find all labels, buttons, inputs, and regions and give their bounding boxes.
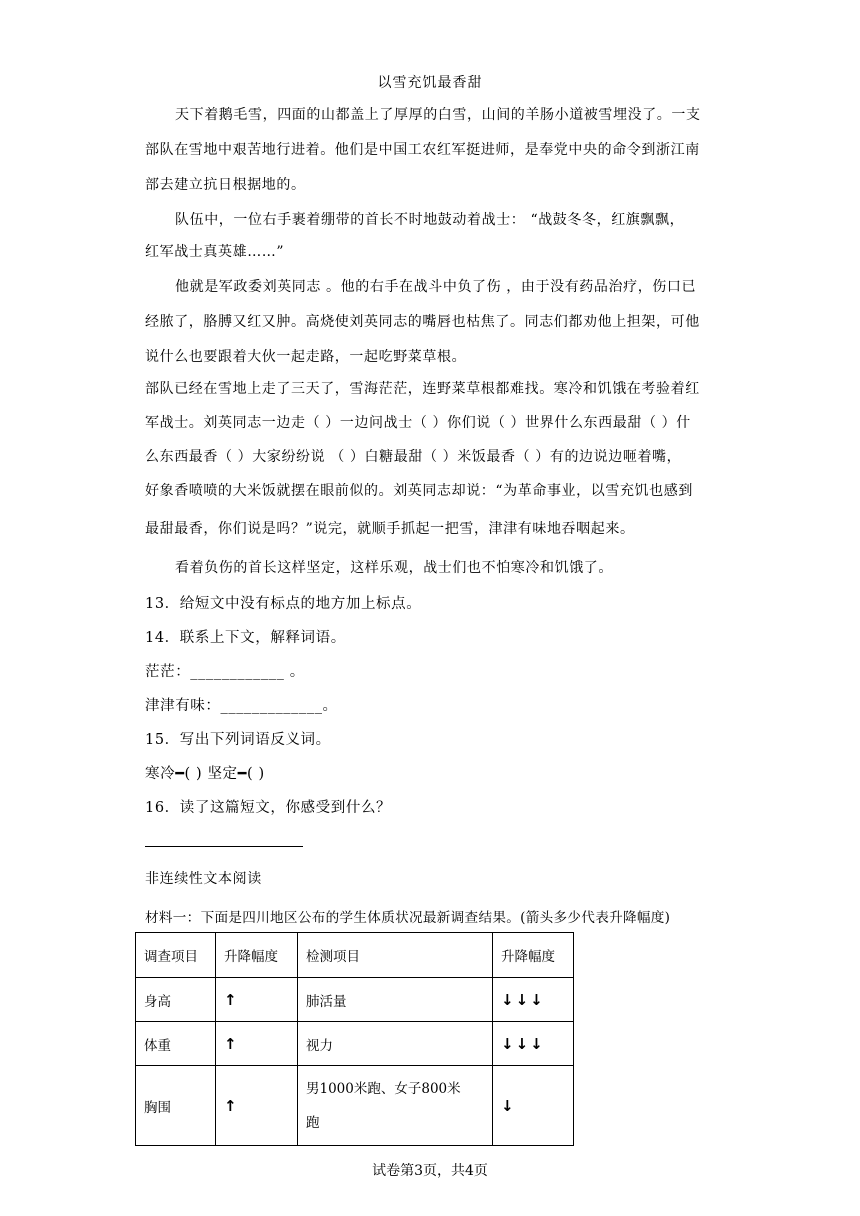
paragraph-line: 么东西最香（ ）大家纷纷说 （ ）白糖最甜（ ）米饭最香（ ）有的边说边咂着嘴， — [145, 449, 682, 465]
paragraph-line: 部队在雪地中艰苦地行进着。他们是中国工农红军挺进师，是奉党中央的命令到浙江南 — [145, 142, 700, 158]
question-16: 16．读了这篇短文，你感受到什么？ — [145, 800, 392, 816]
answer-blank-jinjinyouwei[interactable]: 津津有味：_____________。 — [145, 698, 338, 714]
article-title: 以雪充饥最香甜 — [377, 75, 483, 91]
answer-blank-mangmang[interactable]: 茫茫：____________ 。 — [145, 664, 305, 680]
paragraph-line: 队伍中，一位右手裹着绷带的首长不时地鼓动着战士： “战鼓冬冬，红旗飘飘， — [175, 212, 685, 228]
table-cell: 身高 — [136, 978, 216, 1022]
material-intro: 材料一：下面是四川地区公布的学生体质状况最新调查结果。(箭头多少代表升降幅度) — [145, 910, 671, 926]
survey-table — [135, 932, 574, 1146]
table-header: 升降幅度 — [493, 933, 574, 978]
table-cell: 视力 — [298, 1022, 493, 1066]
table-header-row — [136, 933, 574, 978]
table-cell-text: 跑 — [306, 1114, 320, 1131]
table-header: 升降幅度 — [216, 933, 298, 978]
antonym-answers[interactable]: 寒冷━( ) 坚定━( ) — [145, 766, 265, 782]
question-13: 13．给短文中没有标点的地方加上标点。 — [145, 596, 422, 612]
table-header: 调查项目 — [136, 933, 216, 978]
table-row — [136, 978, 574, 1022]
page-footer: 试卷第3页，共4页 — [372, 1163, 488, 1179]
paragraph-line: 最甜最香，你们说是吗？”说完，就顺手抓起一把雪，津津有味地吞咽起来。 — [145, 521, 635, 537]
paragraph-line: 红军战士真英雄……” — [145, 244, 285, 260]
table-cell-text: 男1000米跑、女子800米 — [306, 1080, 461, 1097]
table-cell: 体重 — [136, 1022, 216, 1066]
down-arrow-icon: ↓↓↓ — [493, 1022, 574, 1066]
paragraph-line: 说什么也要跟着大伙一起走路，一起吃野菜草根。 — [145, 349, 467, 365]
paragraph-line: 看着负伤的首长这样坚定，这样乐观，战士们也不怕寒冷和饥饿了。 — [175, 560, 613, 576]
section-title: 非连续性文本阅读 — [145, 871, 262, 887]
paragraph-line: 他就是军政委刘英同志 。他的右手在战斗中负了伤 ，由于没有药品治疗，伤口已 — [175, 279, 697, 295]
down-arrow-icon: ↓ — [493, 1066, 574, 1146]
answer-line[interactable] — [145, 846, 303, 847]
table-cell: 胸围 — [136, 1066, 216, 1146]
table-header: 检测项目 — [298, 933, 493, 978]
paragraph-line: 部队已经在雪地上走了三天了，雪海茫茫，连野菜草根都难找。寒冷和饥饿在考验着红 — [145, 381, 700, 397]
table-cell: 肺活量 — [298, 978, 493, 1022]
up-arrow-icon: ↑ — [216, 1022, 298, 1066]
paragraph-line: 部去建立抗日根据地的。 — [145, 177, 306, 193]
up-arrow-icon: ↑ — [216, 978, 298, 1022]
up-arrow-icon: ↑ — [216, 1066, 298, 1146]
table-cell — [298, 1066, 493, 1146]
question-15: 15．写出下列词语反义词。 — [145, 732, 331, 748]
paragraph-line: 经脓了，胳膊又红又肿。高烧使刘英同志的嘴唇也枯焦了。同志们都劝他上担架，可他 — [145, 314, 700, 330]
paragraph-line: 好象香喷喷的大米饭就摆在眼前似的。刘英同志却说：“为革命事业，以雪充饥也感到 — [145, 483, 693, 499]
down-arrow-icon: ↓↓↓ — [493, 978, 574, 1022]
question-14: 14．联系上下文，解释词语。 — [145, 630, 346, 646]
paragraph-line: 天下着鹅毛雪，四面的山都盖上了厚厚的白雪，山间的羊肠小道被雪埋没了。一支 — [175, 107, 701, 123]
table-row — [136, 1066, 574, 1146]
paragraph-line: 军战士。刘英同志一边走（ ）一边问战士（ ）你们说（ ）世界什么东西最甜（ ）什 — [145, 415, 691, 431]
table-row — [136, 1022, 574, 1066]
